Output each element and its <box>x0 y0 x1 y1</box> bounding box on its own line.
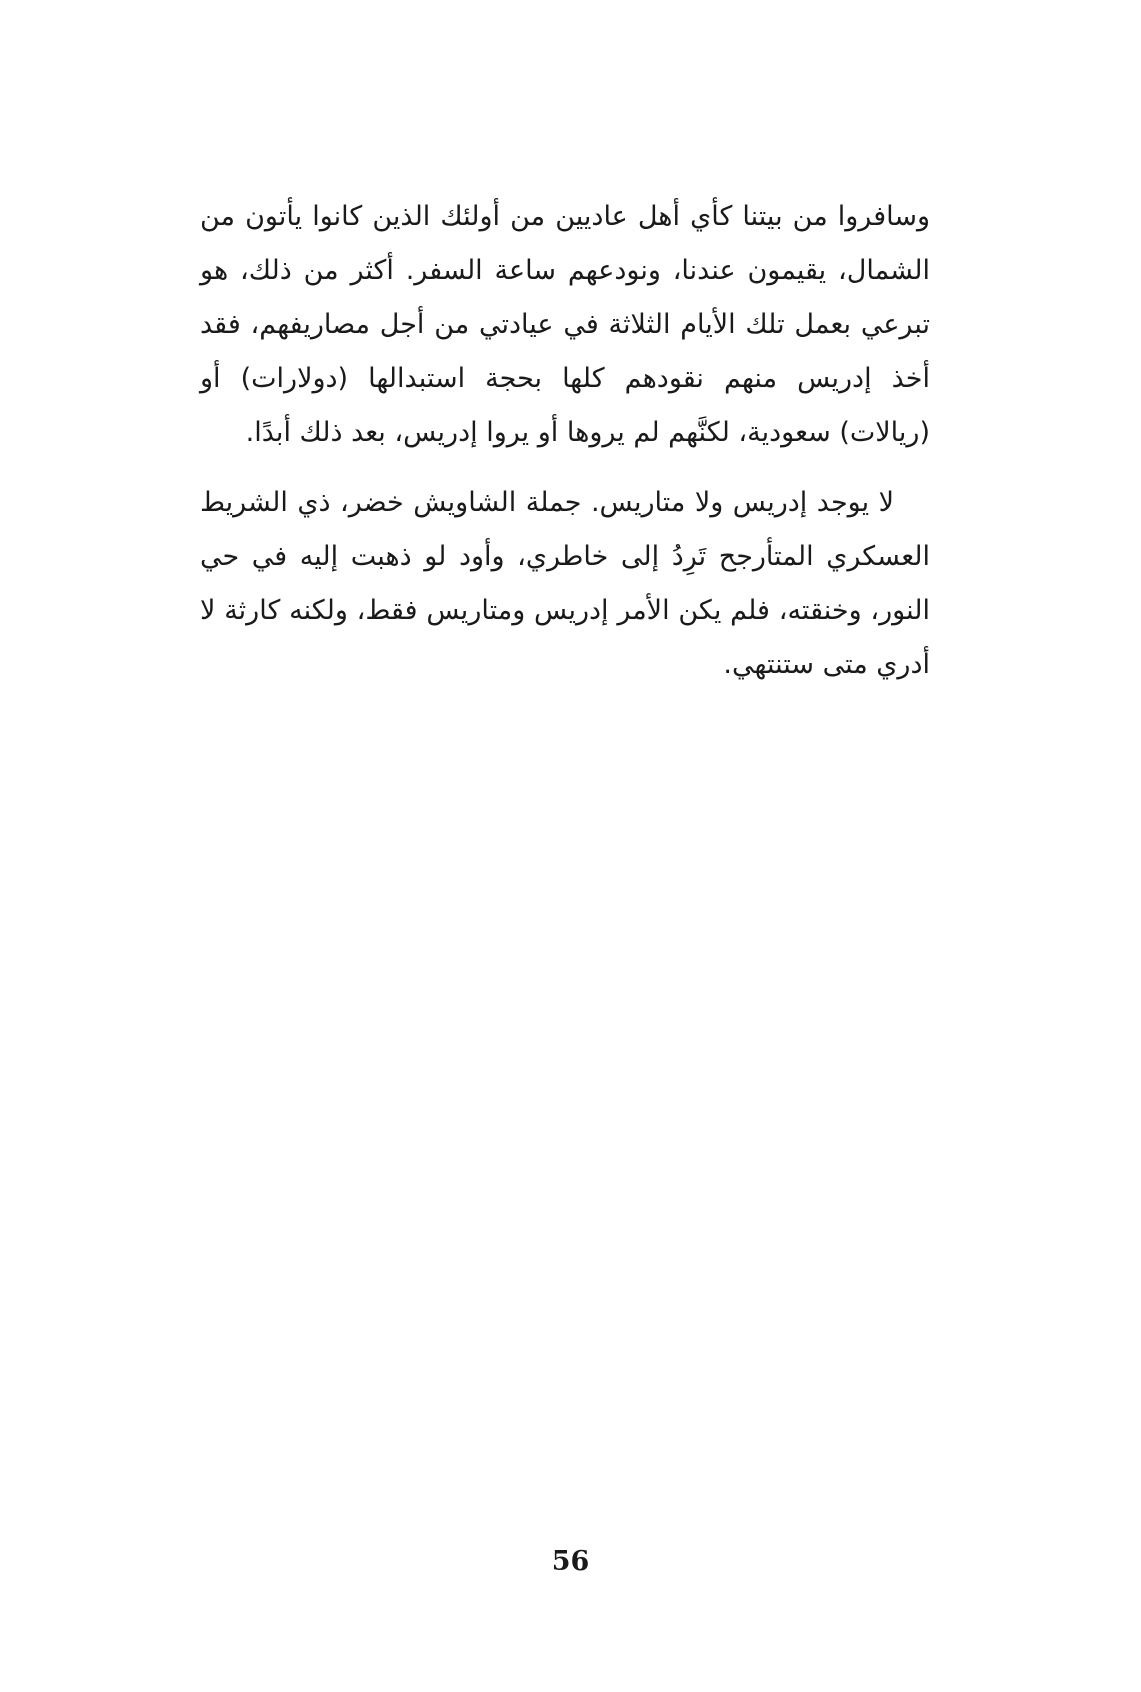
paragraph-2: لا يوجد إدريس ولا متاريس. جملة الشاويش خضر، ذي الشريط العسكري المتأرجح تَرِدُ إلى خاطري، وأود لو ذهبت إليه في حي النور، وخنقته، فلم يكن الأمر إدريس ومتاريس فقط، ولكنه كارثة لا أدري متى ستنتهي. <box>200 487 930 680</box>
body-text <box>200 190 930 692</box>
paragraph-1: وسافروا من بيتنا كأي أهل عاديين من أولئك الذين كانوا يأتون من الشمال، يقيمون عندنا، ونودعهم ساعة السفر. أكثر من ذلك، هو تبرعي بعمل تلك الأيام الثلاثة في عيادتي من أجل مصاريفهم، فقد أخذ إدريس منهم نقودهم كلها بحجة استبدالها (دولارات) أو (ريالات) سعودية، لكنَّهم لم يروها أو يروا إدريس، بعد ذلك أبدًا. <box>200 201 930 448</box>
page-number: 56 <box>551 1546 590 1577</box>
